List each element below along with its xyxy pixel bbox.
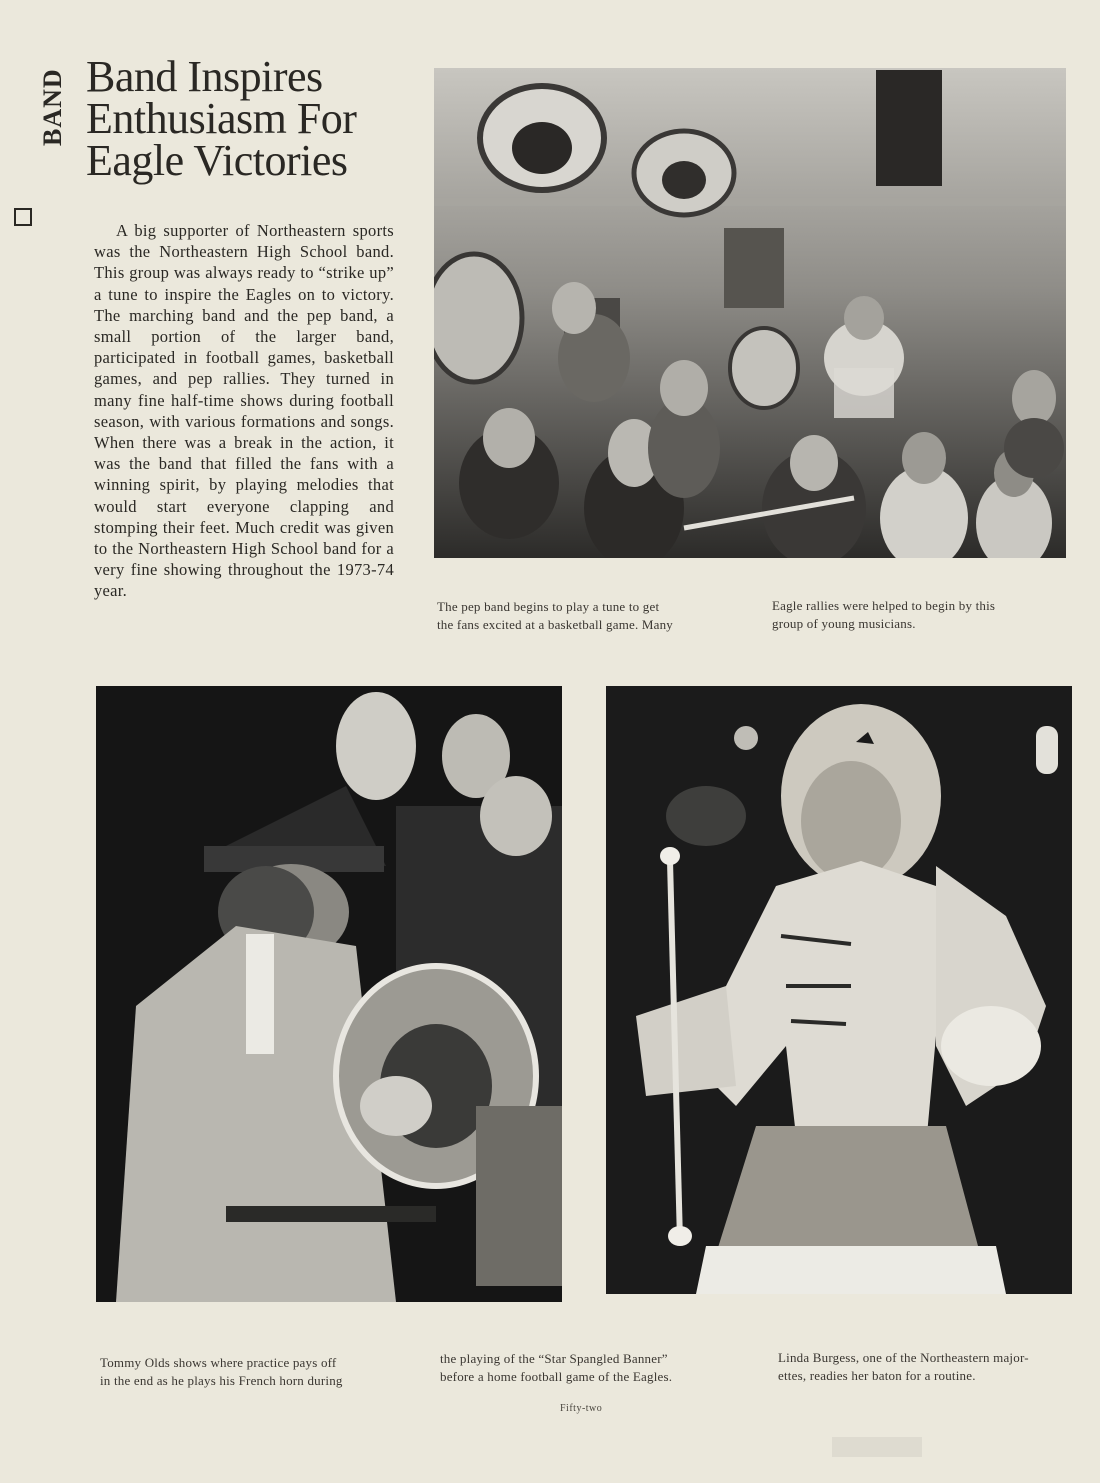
headline <box>86 52 416 185</box>
caption-line: Linda Burgess, one of the Northeastern major- <box>778 1350 1029 1365</box>
article-body: A big supporter of Northeastern sports was the Northeastern High School band. This group was always ready to “strike up” a tune to inspire the Eagles on to victory. The marching band and the pep band, a small portion of the larger band, participated in football games, basketball games, and pep rallies. They turned in many fine half-time shows during football season, with various formations and songs. When there was a break in the action, it was the band that filled the fans with a winning spirit, by playing melodies that would start everyone clapping and stomping their feet. Much credit was given to the Northeastern High School band for a very fine showing throughout the 1973-74 year. <box>94 221 394 601</box>
headline-line-3: Eagle Victories <box>86 136 348 185</box>
caption-line: group of young musicians. <box>772 616 916 631</box>
caption-line: ettes, readies her baton for a routine. <box>778 1368 976 1383</box>
pep-band-caption-part-1 <box>437 598 727 634</box>
caption-line: in the end as he plays his French horn during <box>100 1373 343 1388</box>
print-smudge <box>832 1437 922 1457</box>
page-number: Fifty-two <box>560 1403 603 1414</box>
section-label <box>6 58 67 178</box>
french-horn-player-photo <box>96 686 562 1302</box>
caption-line: the playing of the “Star Spangled Banner” <box>440 1351 668 1366</box>
checkbox-icon <box>14 208 32 226</box>
majorette-caption <box>778 1349 1078 1385</box>
caption-line: Tommy Olds shows where practice pays off <box>100 1355 337 1370</box>
pep-band-caption-part-2 <box>772 597 1062 633</box>
french-horn-caption-part-2 <box>440 1350 740 1386</box>
caption-line: before a home football game of the Eagles. <box>440 1369 673 1384</box>
majorette-photo <box>606 686 1072 1294</box>
headline-line-2: Enthusiasm For <box>86 94 357 143</box>
headline-line-1: Band Inspires <box>86 52 323 101</box>
french-horn-caption-part-1 <box>100 1354 400 1390</box>
caption-line: The pep band begins to play a tune to get <box>437 599 660 614</box>
pep-band-photo <box>434 68 1066 558</box>
section-label-text: BAND <box>38 68 67 146</box>
caption-line: the fans excited at a basketball game. Many <box>437 617 674 632</box>
caption-line: Eagle rallies were helped to begin by this <box>772 598 996 613</box>
